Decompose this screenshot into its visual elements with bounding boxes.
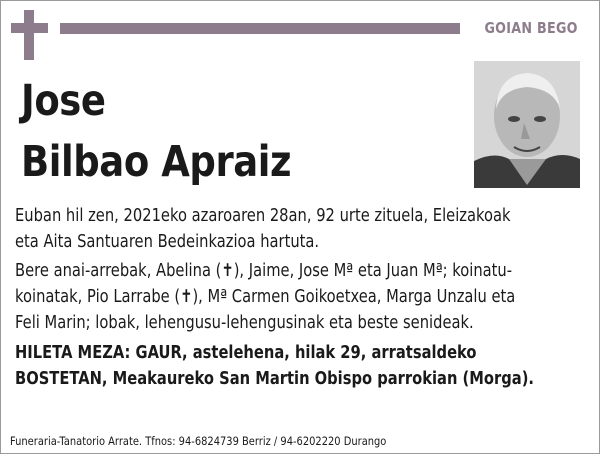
text-line: Bere anai-arrebak, Abelina (✝), Jaime, Jose Mª eta Juan Mª; koinatu-	[15, 261, 513, 281]
text-line: HILETA MEZA: GAUR, astelehena, hilak 29, arratsaldeko	[15, 343, 477, 363]
first-name: Jose	[21, 76, 106, 126]
relatives-paragraph	[15, 258, 586, 336]
header-label: GOIAN BEGO	[484, 19, 578, 37]
text-line: eta Aita Santuaren Bedeinkazioa hartuta.	[15, 232, 320, 252]
text-line: BOSTETAN, Meakaureko San Martin Obispo parrokian (Morga).	[15, 369, 535, 389]
text-line: koinatak, Pio Larrabe (✝), Mª Carmen Goikoetxea, Marga Unzalu eta	[15, 287, 516, 307]
death-notice-paragraph	[15, 203, 586, 255]
funeral-home-footer: Funeraria-Tanatorio Arrate. Tfnos: 94-6824739 Berriz / 94-6202220 Durango	[10, 434, 387, 448]
surname: Bilbao Apraiz	[21, 137, 292, 187]
cross-icon-vertical	[24, 10, 34, 60]
portrait-photo	[474, 61, 580, 188]
header-rule	[60, 23, 460, 34]
text-line: Euban hil zen, 2021eko azaroaren 28an, 92 urte zituela, Eleizakoak	[15, 206, 511, 226]
funeral-mass-paragraph	[15, 340, 586, 392]
text-line: Feli Marin; lobak, lehengusu-lehengusinak eta beste senideak.	[15, 313, 474, 333]
cross-icon-horizontal	[11, 23, 48, 33]
